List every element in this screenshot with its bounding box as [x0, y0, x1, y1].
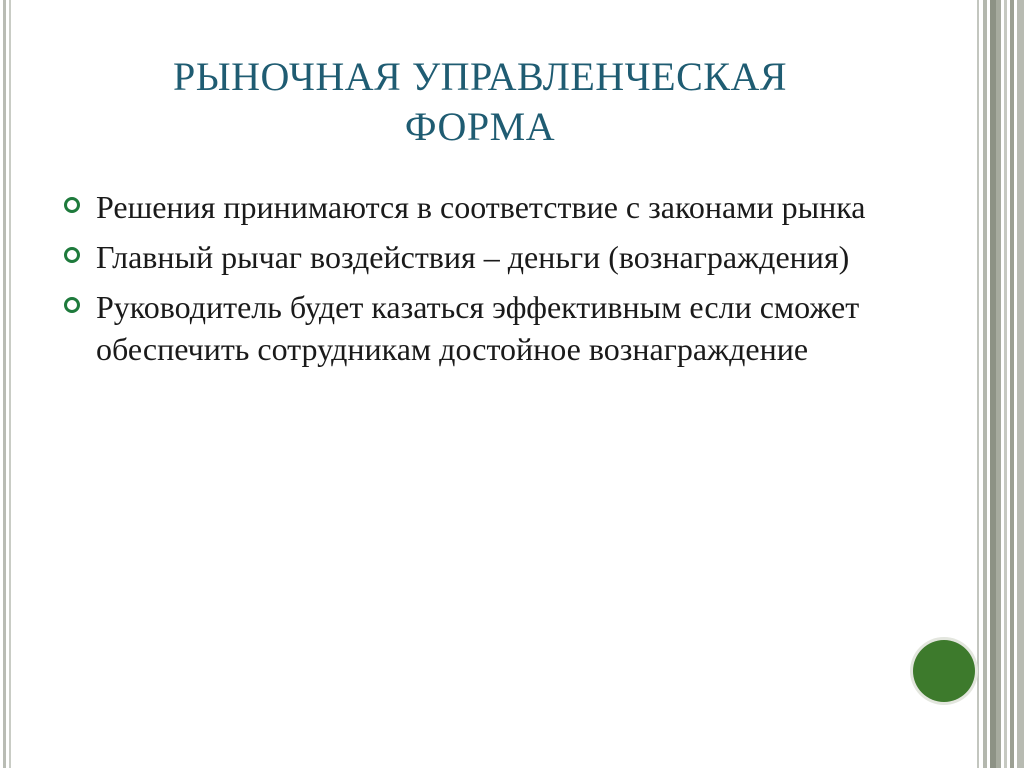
right-border-stripe [1010, 0, 1014, 768]
slide-title-line-1: РЫНОЧНАЯ УПРАВЛЕНЧЕСКАЯ [172, 54, 788, 99]
bullet-item [60, 286, 940, 370]
bullet-text: Руководитель будет казаться эффективным если сможет обеспечить сотрудникам достойное вознаграждение [96, 289, 860, 367]
right-border-stripe [1004, 0, 1007, 768]
ring-bullet-icon [64, 197, 80, 213]
ring-bullet-icon [64, 297, 80, 313]
bullet-text: Решения принимаются в соответствие с законами рынка [96, 189, 866, 225]
bullet-item [60, 236, 940, 278]
bullet-list [60, 186, 940, 378]
slide-title-line-2: ФОРМА [404, 104, 556, 149]
right-border-stripe [977, 0, 979, 768]
left-border-line-inner [9, 0, 11, 768]
bullet-item [60, 186, 940, 228]
right-border-stripe [1017, 0, 1024, 768]
ring-bullet-icon [64, 247, 80, 263]
right-border-stripe [983, 0, 987, 768]
green-circle-icon [913, 640, 975, 702]
bullet-text: Главный рычаг воздействия – деньги (вознаграждения) [96, 239, 850, 275]
slide-title [60, 52, 900, 152]
right-border-stripe [996, 0, 1001, 768]
left-border-line [3, 0, 6, 768]
